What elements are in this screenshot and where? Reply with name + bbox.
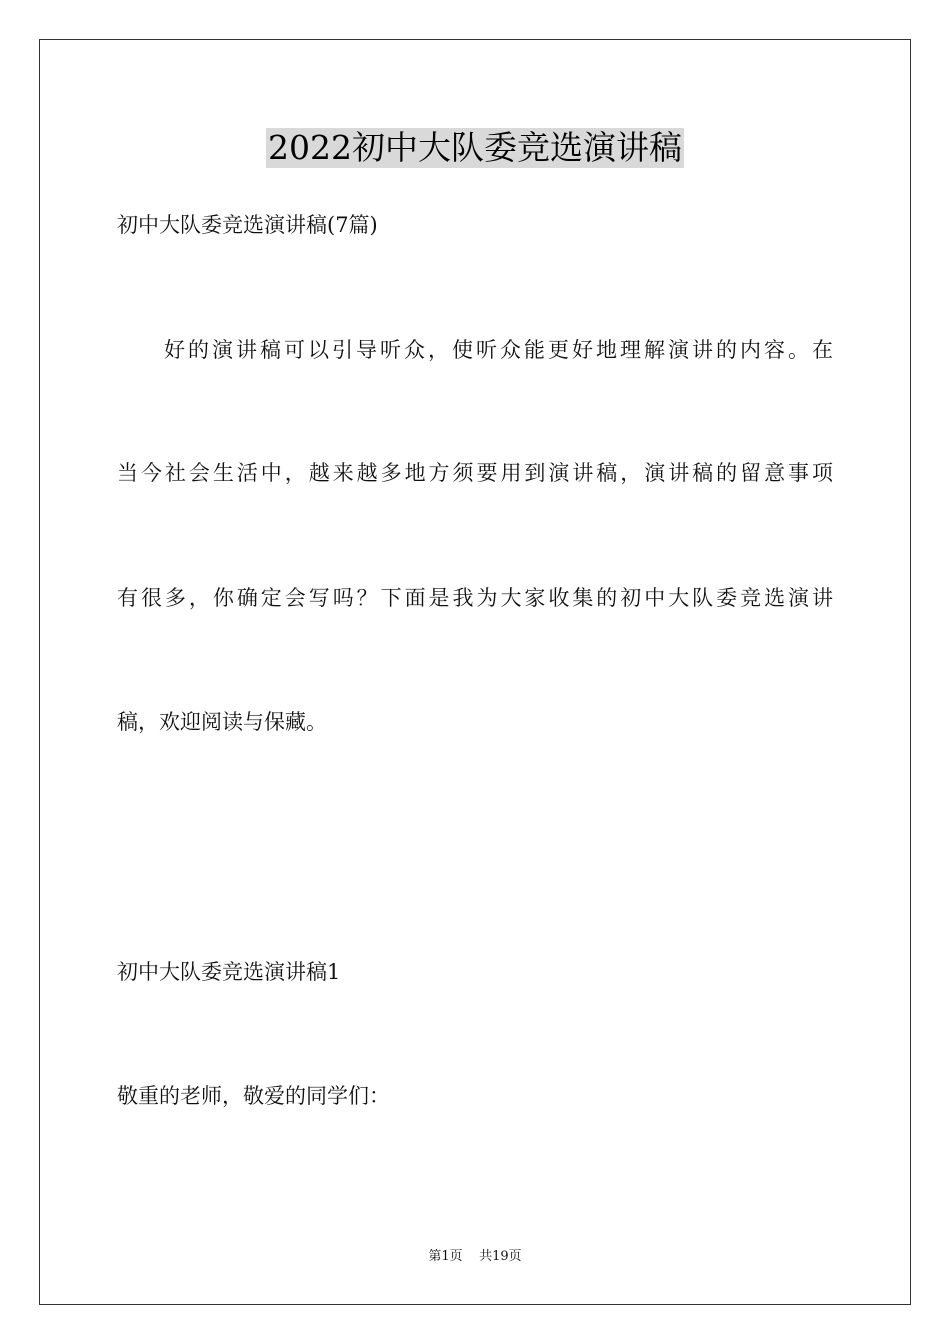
intro-line-4: 稿，欢迎阅读与保藏。 bbox=[117, 710, 327, 734]
document-title: 2022初中大队委竞选演讲稿 bbox=[268, 128, 682, 167]
total-pages: 共19页 bbox=[479, 1249, 522, 1264]
intro-line-3: 有很多，你确定会写吗？下面是我为大家收集的初中大队委竞选演讲 bbox=[117, 586, 833, 610]
document-subtitle: 初中大队委竞选演讲稿(7篇) bbox=[117, 213, 378, 237]
section-heading: 初中大队委竞选演讲稿1 bbox=[117, 960, 341, 984]
intro-line-1: 好的演讲稿可以引导听众，使听众能更好地理解演讲的内容。在 bbox=[164, 338, 833, 362]
page-number: 第1页 bbox=[428, 1249, 463, 1264]
greeting-line: 敬重的老师，敬爱的同学们： bbox=[117, 1084, 390, 1108]
intro-line-2: 当今社会生活中，越来越多地方须要用到演讲稿，演讲稿的留意事项 bbox=[117, 461, 833, 485]
title-container bbox=[0, 128, 950, 168]
page-footer bbox=[0, 1248, 950, 1266]
